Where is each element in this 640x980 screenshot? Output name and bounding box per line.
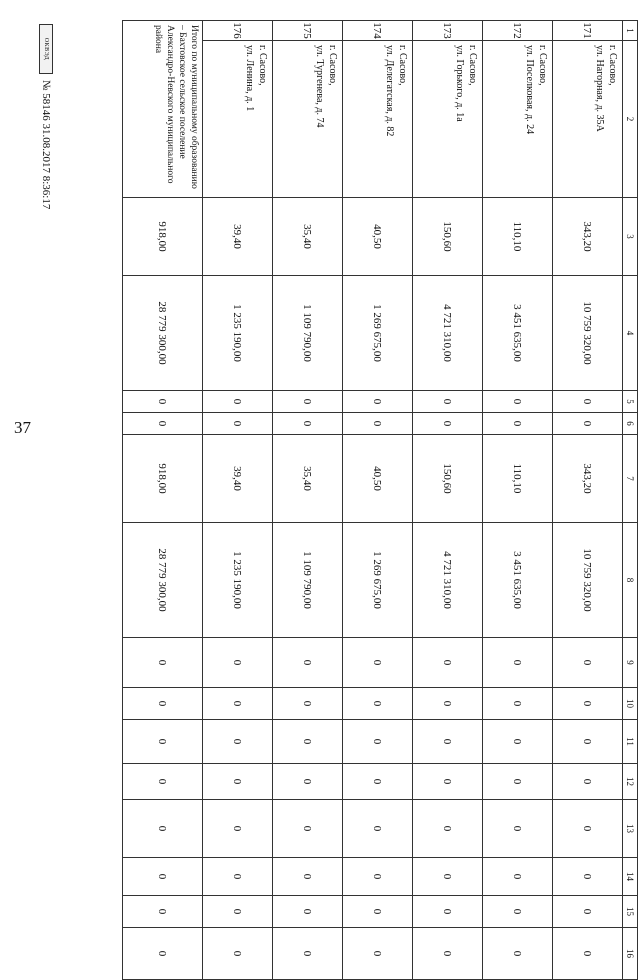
rotated-table-area (10, 20, 638, 958)
value-cell: 0 (203, 720, 273, 764)
row-number: 174 (343, 21, 413, 41)
value-cell: 0 (273, 896, 343, 928)
register-table (122, 20, 638, 980)
table-row (203, 21, 273, 980)
value-cell: 3 451 635,00 (483, 523, 553, 638)
value-cell: 0 (413, 764, 483, 800)
value-cell: 343,20 (553, 435, 623, 523)
value-cell: 0 (553, 896, 623, 928)
total-value-cell: 0 (123, 413, 203, 435)
row-number: 172 (483, 21, 553, 41)
column-number: 6 (623, 413, 638, 435)
value-cell: 35,40 (273, 435, 343, 523)
value-cell: 1 109 790,00 (273, 276, 343, 391)
column-number: 9 (623, 638, 638, 688)
value-cell: 0 (483, 858, 553, 896)
total-label: Итого по муниципальному образованию – Бахтовское сельское поселение Александро-Невского муниципального района (123, 21, 203, 198)
value-cell: 10 759 320,00 (553, 523, 623, 638)
column-number: 4 (623, 276, 638, 391)
document-footer (39, 24, 53, 209)
value-cell: 0 (553, 764, 623, 800)
value-cell: 0 (273, 638, 343, 688)
value-cell: 0 (273, 688, 343, 720)
value-cell: 110,10 (483, 198, 553, 276)
value-cell: 0 (483, 391, 553, 413)
column-number: 11 (623, 720, 638, 764)
value-cell: 0 (413, 638, 483, 688)
value-cell: 1 235 190,00 (203, 276, 273, 391)
value-cell: 0 (483, 764, 553, 800)
column-number: 5 (623, 391, 638, 413)
column-number: 10 (623, 688, 638, 720)
value-cell: 0 (203, 896, 273, 928)
value-cell: 1 269 675,00 (343, 523, 413, 638)
page-number: 37 (14, 418, 31, 437)
table-row (413, 21, 483, 980)
value-cell: 0 (413, 858, 483, 896)
row-number: 173 (413, 21, 483, 41)
value-cell: 0 (343, 391, 413, 413)
value-cell: 0 (203, 688, 273, 720)
value-cell: 0 (413, 928, 483, 980)
value-cell: 0 (273, 764, 343, 800)
value-cell: 0 (483, 720, 553, 764)
address-cell: г. Сасово, ул. Ленина, д. 1 (203, 41, 273, 198)
row-number: 176 (203, 21, 273, 41)
value-cell: 39,40 (203, 198, 273, 276)
total-value-cell: 0 (123, 800, 203, 858)
value-cell: 0 (553, 800, 623, 858)
value-cell: 0 (203, 764, 273, 800)
column-number: 7 (623, 435, 638, 523)
table-row (273, 21, 343, 980)
column-number: 12 (623, 764, 638, 800)
value-cell: 1 235 190,00 (203, 523, 273, 638)
column-number: 8 (623, 523, 638, 638)
value-cell: 150,60 (413, 435, 483, 523)
value-cell: 0 (553, 638, 623, 688)
value-cell: 0 (553, 688, 623, 720)
value-cell: 0 (273, 720, 343, 764)
value-cell: 0 (483, 413, 553, 435)
table-row (553, 21, 623, 980)
value-cell: 0 (553, 413, 623, 435)
total-value-cell: 918,00 (123, 198, 203, 276)
value-cell: 0 (413, 391, 483, 413)
value-cell: 0 (203, 928, 273, 980)
value-cell: 0 (343, 720, 413, 764)
row-number: 175 (273, 21, 343, 41)
value-cell: 1 109 790,00 (273, 523, 343, 638)
address-cell: г. Сасово, ул. Делегатская, д. 82 (343, 41, 413, 198)
value-cell: 0 (553, 928, 623, 980)
value-cell: 0 (343, 928, 413, 980)
value-cell: 0 (203, 858, 273, 896)
value-cell: 0 (343, 638, 413, 688)
value-cell: 0 (343, 413, 413, 435)
value-cell: 0 (273, 928, 343, 980)
value-cell: 0 (553, 391, 623, 413)
value-cell: 0 (343, 800, 413, 858)
total-value-cell: 0 (123, 720, 203, 764)
value-cell: 10 759 320,00 (553, 276, 623, 391)
total-value-cell: 0 (123, 858, 203, 896)
value-cell: 0 (483, 896, 553, 928)
total-value-cell: 0 (123, 764, 203, 800)
column-number: 16 (623, 928, 638, 980)
registry-logo: ОКВЭД (39, 24, 53, 74)
value-cell: 0 (203, 391, 273, 413)
value-cell: 0 (413, 896, 483, 928)
value-cell: 0 (203, 413, 273, 435)
total-value-cell: 0 (123, 688, 203, 720)
value-cell: 39,40 (203, 435, 273, 523)
value-cell: 0 (343, 688, 413, 720)
column-number: 14 (623, 858, 638, 896)
value-cell: 0 (273, 858, 343, 896)
value-cell: 0 (413, 720, 483, 764)
value-cell: 0 (483, 800, 553, 858)
value-cell: 3 451 635,00 (483, 276, 553, 391)
total-value-cell: 918,00 (123, 435, 203, 523)
column-number: 13 (623, 800, 638, 858)
value-cell: 0 (203, 638, 273, 688)
value-cell: 0 (343, 858, 413, 896)
value-cell: 0 (483, 928, 553, 980)
value-cell: 0 (553, 720, 623, 764)
value-cell: 0 (413, 413, 483, 435)
total-value-cell: 28 779 300,00 (123, 276, 203, 391)
total-value-cell: 28 779 300,00 (123, 523, 203, 638)
value-cell: 0 (413, 800, 483, 858)
value-cell: 4 721 310,00 (413, 276, 483, 391)
column-number: 1 (623, 21, 638, 41)
value-cell: 1 269 675,00 (343, 276, 413, 391)
value-cell: 40,50 (343, 435, 413, 523)
row-number: 171 (553, 21, 623, 41)
value-cell: 0 (203, 800, 273, 858)
value-cell: 35,40 (273, 198, 343, 276)
total-value-cell: 0 (123, 638, 203, 688)
table-row (483, 21, 553, 980)
column-number: 15 (623, 896, 638, 928)
address-cell: г. Сасово, ул. Горького, д. 1а (413, 41, 483, 198)
registration-stamp: № 58146 31.08.2017 8:36:17 (40, 80, 52, 210)
column-number: 2 (623, 41, 638, 198)
address-cell: г. Сасово, ул. Тургенева, д. 74 (273, 41, 343, 198)
address-cell: г. Сасово, ул. Нагорная, д. 35А (553, 41, 623, 198)
total-value-cell: 0 (123, 928, 203, 980)
value-cell: 0 (343, 896, 413, 928)
value-cell: 0 (273, 391, 343, 413)
value-cell: 0 (273, 800, 343, 858)
table-row (343, 21, 413, 980)
column-number: 3 (623, 198, 638, 276)
total-value-cell: 0 (123, 391, 203, 413)
value-cell: 150,60 (413, 198, 483, 276)
value-cell: 0 (413, 688, 483, 720)
value-cell: 343,20 (553, 198, 623, 276)
value-cell: 0 (483, 638, 553, 688)
value-cell: 40,50 (343, 198, 413, 276)
value-cell: 0 (343, 764, 413, 800)
total-row (123, 21, 203, 980)
value-cell: 0 (553, 858, 623, 896)
address-cell: г. Сасово, ул. Поселковая, д. 24 (483, 41, 553, 198)
total-value-cell: 0 (123, 896, 203, 928)
value-cell: 0 (483, 688, 553, 720)
value-cell: 110,10 (483, 435, 553, 523)
value-cell: 4 721 310,00 (413, 523, 483, 638)
value-cell: 0 (273, 413, 343, 435)
column-numbers-row (623, 21, 638, 980)
